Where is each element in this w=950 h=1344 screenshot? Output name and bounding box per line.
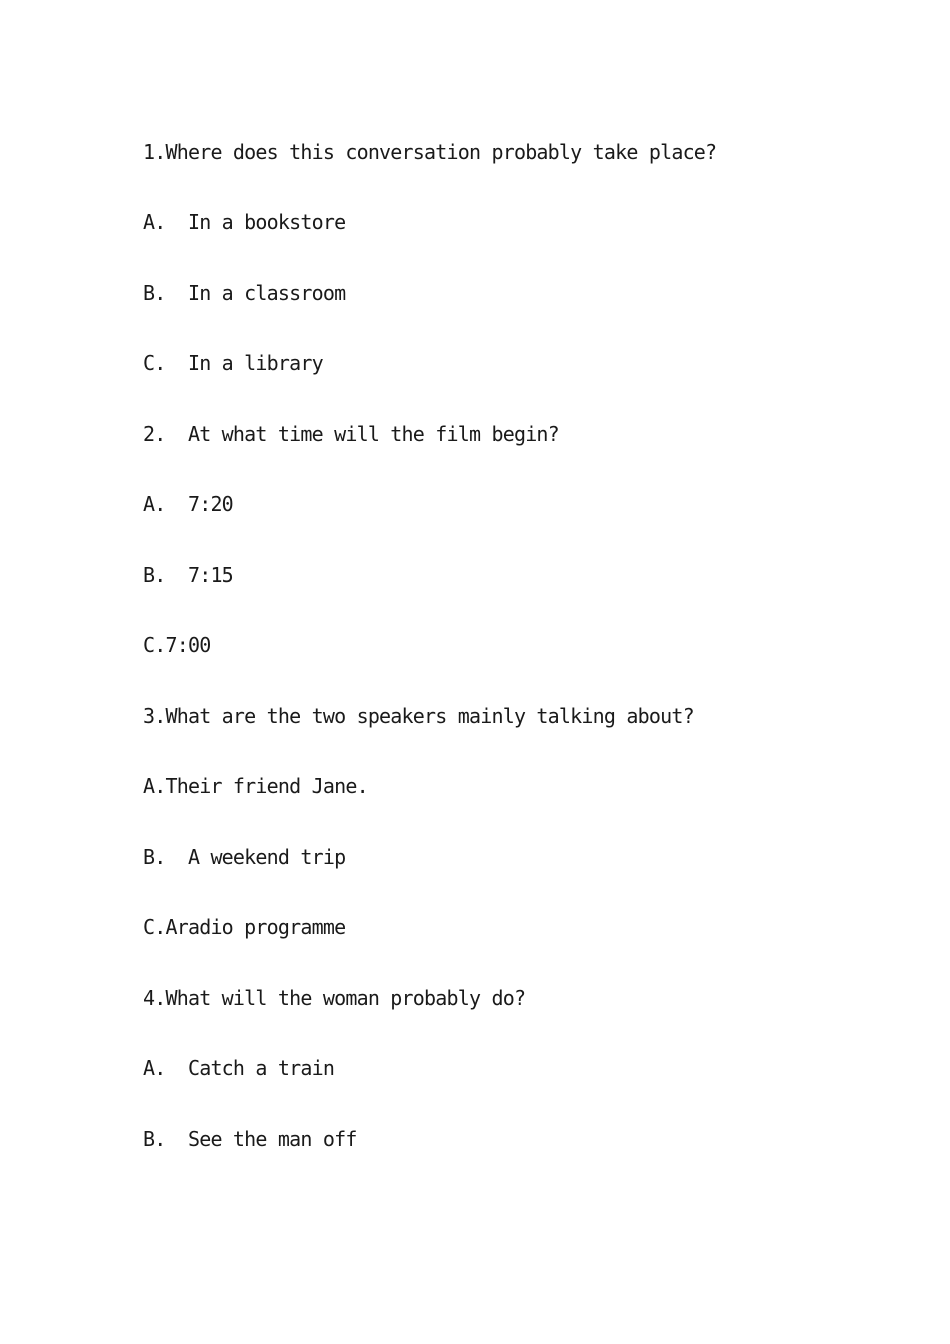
question-2-option-b: B. 7:15 (143, 563, 233, 587)
question-1-option-c: C. In a library (143, 351, 323, 375)
question-2-option-a: A. 7:20 (143, 492, 233, 516)
question-3-text: 3.What are the two speakers mainly talking about? (143, 704, 694, 728)
question-1-option-b: B. In a classroom (143, 281, 346, 305)
question-3-option-a: A.Their friend Jane. (143, 774, 368, 798)
question-1-option-a: A. In a bookstore (143, 210, 346, 234)
question-4-option-b: B. See the man off (143, 1127, 357, 1151)
question-3-option-c: C.Aradio programme (143, 915, 346, 939)
question-4-text: 4.What will the woman probably do? (143, 986, 526, 1010)
question-2-text: 2. At what time will the film begin? (143, 422, 559, 446)
question-1-text: 1.Where does this conversation probably take place? (143, 140, 717, 164)
question-4-option-a: A. Catch a train (143, 1056, 335, 1080)
question-3-option-b: B. A weekend trip (143, 845, 346, 869)
question-2-option-c: C.7:00 (143, 633, 211, 657)
